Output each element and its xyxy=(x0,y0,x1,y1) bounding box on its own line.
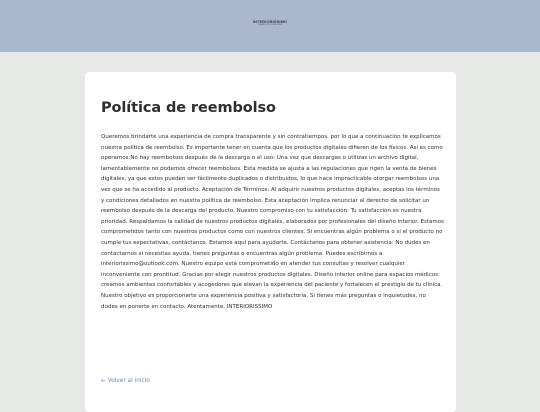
site-header xyxy=(0,0,540,52)
page-title: Política de reembolso xyxy=(101,100,276,116)
content-card xyxy=(85,72,456,412)
brand-logo[interactable] xyxy=(0,19,540,27)
brand-tagline: DISEÑO DE INTERIORES xyxy=(258,24,282,26)
brand-name: INTERIORISSIMO xyxy=(252,19,288,24)
back-to-home-link[interactable]: ← Volver al inicio xyxy=(101,378,150,384)
policy-body-text: Queremos brindarte una experiencia de compra transparente y sin contratiempos, por lo que a continuación te explicamos nuestra política de reembolso. Es importante tener en cuenta que los productos digitales difieren de los físicos. Así es como operamos:No hay reembolsos después de la descarga o el uso: Una vez que descargas o utilizas un archivo digital, lamentablemente no podemos ofrecer reembolsos. Esta medida se ajusta a las regulaciones que rigen la venta de bienes digitales, ya que estos pueden ser fácilmente duplicados o distribuidos, lo que hace impracticable otorgar reembolsos una vez que se ha accedido al producto. Aceptación de Términos: Al adquirir nuestros productos digitales, aceptas los términos y condiciones detallados en nuestra política de reembolso. Esta aceptación implica renunciar al derecho de solicitar un reembolso después de la descarga del producto. Nuestro compromiso con tu satisfacción: Tu satisfacción es nuestra prioridad. Respaldamos la calidad de nuestros productos digitales, elaborados por profesionales del diseño interior. Estamos comprometidos tanto con nuestros productos como con nuestros clientes. Si encuentras algún problema o si el producto no cumple tus expectativas, contáctanos. Estamos aquí para ayudarte. Contáctanos para obtener asistencia: No dudes en contactarnos si necesitas ayuda, tienes preguntas o encuentras algún problema. Puedes escribirnos a interiorissimo@outlook.com. Nuestro equipo está comprometido en atender tus consultas y resolver cualquier inconveniente con prontitud. Gracias por elegir nuestros productos digitales. Diseño interior online para espacios médicos: creamos ambientes confortables y acogedores que elevan la experiencia del paciente y fortalecen el prestigio de tu clínica. Nuestro objetivo es proporcionarte una experiencia positiva y satisfactoria. Si tienes más preguntas o inquietudes, no dudes en ponerte en contacto. Atentamente, INTERIORISSIMO xyxy=(101,134,444,310)
